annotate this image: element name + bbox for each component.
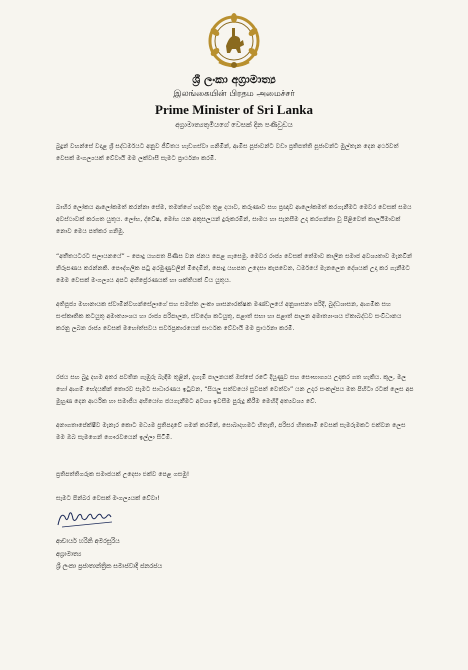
message-subtitle: අග්‍රාමාත්‍යතුමියගේ වෙසක් දින පණිවුඩය xyxy=(175,121,293,129)
message-paragraph: අනාගතාපේක්ෂීව මැනැර කොට මධ්‍යම ප්‍රතිපදාවේ ගමන් කරමින්, සොබාදහමට හිතැති, පරිසර හිතකාමී වෙසක් සැමරුමකට එක්වන ලෙස මම ඔබ සැමගෙන් ගෞරවයෙන් ඉල්ලා සිටිමි. xyxy=(56,422,406,442)
signatory-name: ආචාර්ය හරිනි අමරසූරිය xyxy=(56,538,120,545)
message-paragraph: “අතීතයටරට සලායනයේ” – පොදු යහපත පිණිස වන ජනය පෙළ ගැසෙමු. මෙවර රාජ්‍ය වෙසක් තේමාව කාලීන සමාජ අවශ්‍යතාව මැනවින් නිරූපණය කරන්නකි. පෞද්ගලික පටු අරමුණුවලින් මිදෙමින්, පොදු යහපත උදෙසා කැපවෙන, ධර්මයේ මැනලෙන දේශයක් උදා කර ගැනීමට මෙම වෙසක් මංගල්‍යය අපට අභිප්‍රේරණයක් හා ශක්තියක් විය යුතුය. xyxy=(56,253,413,285)
message-paragraph: ප්‍රතිපත්තිගරුක සමාජයක් උදෙසා එක්ව පෙළ ගසමු! xyxy=(56,471,190,478)
national-emblem-icon xyxy=(205,10,263,70)
header-title-sinhala: ශ්‍රී ලංකා අග්‍රාමාත්‍ය xyxy=(192,73,276,86)
signatory-position: අග්‍රාමාත්‍ය xyxy=(56,550,82,558)
signatory-state: ශ්‍රී ලංකා ප්‍රජාතාන්ත්‍රික සමාජවාදී ජනරජය xyxy=(56,563,162,570)
message-paragraph: බුදුන් වහන්සේ වදාළ ශ්‍රී සද්ධර්මයට අනුව ජීවිතය හැඩගස්වා ගනිමින්, ආමිස පූජාවන්ට වඩා ප්‍රතිපත්ති පූජාවන්ට මුල්තැන දෙන අර්ථවත් වෙසක් මංගල්‍යයක් වේවායි මම ලක්වාසී සැමට ප්‍රාර්ථනා කරමි. xyxy=(56,143,399,163)
message-paragraph: සැමට පින්බර වෙසක් මංගල්‍යයක් වේවා! xyxy=(56,495,160,502)
header-title-english: Prime Minister of Sri Lanka xyxy=(155,102,313,117)
header-title-tamil: இலங்கையின் பிரதம அமைச்சர் xyxy=(173,89,295,99)
message-paragraph: බාහිර ලෝකය ආලෝකමත් කරන්නා සේම, තමන්ගේ හදවත තුළ දයාව, කරුණාව සහ ප්‍රඥාව ආලෝකමත් කරගැනීමට මෙවර වෙසක් සමය අවස්ථාවක් කරගත යුතුය. ලෝභ, ද්වේෂ, මෝහ යන අකුසලයන් දුරුකරමින්, සාමය හා සැනසීම උදා කරගන්නා වූ පිළිවෙත් කාලයීමාවක් නොව මෙය පත්කර ගනිමු. xyxy=(56,204,412,236)
handwritten-signature xyxy=(56,509,118,531)
message-paragraph: අතිපූජ්‍ය මහානායක ස්වාමීන්වහන්සේලාගේ සහ සමස්ත ලංකා ශාසනාරක්ෂක මණ්ඩලයේ අනුශාසනා පරිදි, බුද්ධශාසන, ආගමික සහ සංස්කෘතික කටයුතු අමාත්‍යාංශය හා රාජ්‍ය පරිපාලන, ස්වදේශ කටයුතු, පළාත් සභා හා පළාත් පාලන අමාත්‍යාංශය ඒකාබද්ධව සංවිධානය කරනු ලබන රාජ්‍ය වෙසක් මහෝත්සවය සර්වප්‍රකාරයෙන් සාර්ථක වේවායි මම ප්‍රාර්ථනා කරමි. xyxy=(56,301,402,333)
signature-block xyxy=(56,536,162,574)
message-paragraph: රජය සහ බුදු දහම අතර පවතින ගැඹුරු බැඳීම තුළින්, දැහැමි පාලනයක් ඔස්සේ රටේ දියුණුව සහ සෞභාග්‍යය උදාකර ගත හැකිය. කුල, මල හෝ ආගම් භේදයකින් තොරව සැමට සාධාරණය ඉටුවන, “සියලු සත්වයෝ සුවපත් වෙත්වා” යන උදාර සංකල්පය මත පිහිටා රටක් ලෙස අප මුහුණ දෙන ආර්ථික හා සමාජීය අභියෝග ජයගැනීමට අවශ්‍ය ඉවසීම පුරුදු කිරීම මෙහිදී අත්‍යවශ්‍ය වේ. xyxy=(56,374,414,406)
